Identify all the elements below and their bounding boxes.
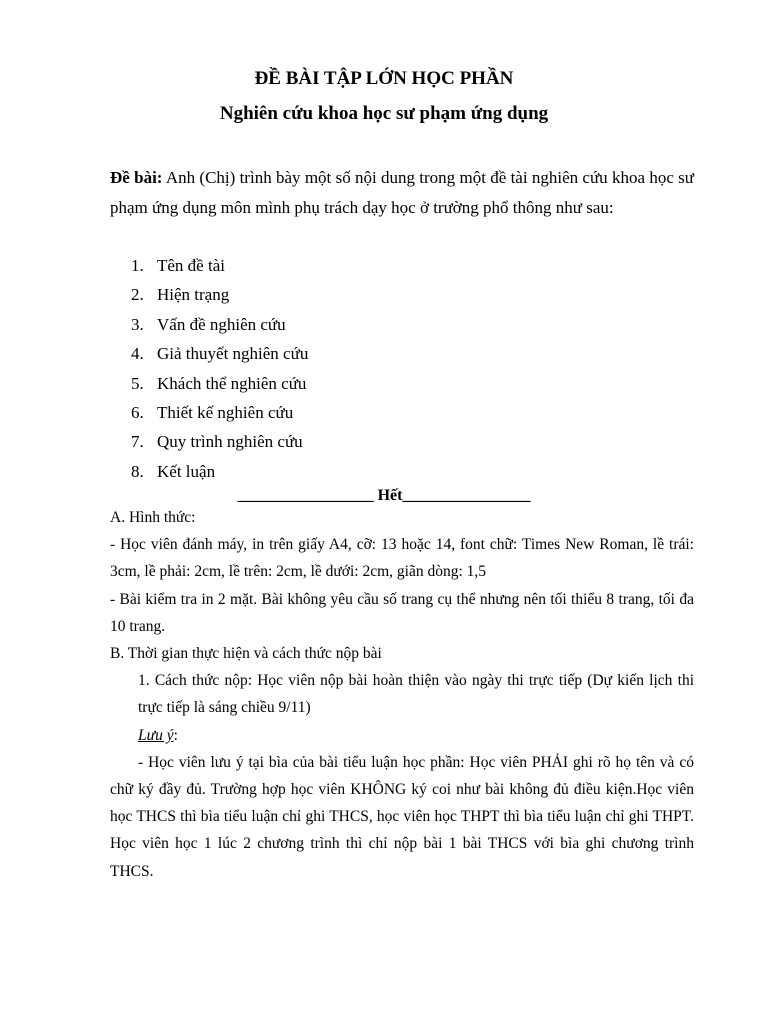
list-item-text: Hiện trạng: [157, 285, 230, 305]
note-label: Lưu ý: [138, 726, 174, 744]
printing-requirements: - Bài kiểm tra in 2 mặt. Bài không yêu cầu số trang cụ thể nhưng nên tối thiểu 8 trang, tối đa 10 trang.: [110, 590, 694, 635]
list-item-text: Thiết kế nghiên cứu: [157, 403, 294, 423]
list-item-number: 2.: [131, 285, 144, 305]
problem-text: Anh (Chị) trình bày một số nội dung trong một đề tài nghiên cứu khoa học sư phạm ứng dụng môn mình phụ trách dạy học ở trường phổ thông như sau:: [110, 168, 694, 217]
content-list: [131, 251, 308, 486]
list-item-number: 1.: [131, 256, 144, 275]
list-item: [131, 280, 308, 309]
format-requirements: - Học viên đánh máy, in trên giấy A4, cỡ: 13 hoặc 14, font chữ: Times New Roman, lề trái: 3cm, lề phải: 2cm, lề trên: 2cm, lề dưới: 2cm, giãn dòng: 1,5: [110, 536, 694, 581]
document-subtitle: Nghiên cứu khoa học sư phạm ứng dụng: [219, 103, 549, 124]
list-item: [131, 251, 308, 280]
list-item: [131, 398, 308, 427]
list-item-text: Khách thể nghiên cứu: [157, 373, 307, 393]
section-b-heading: B. Thời gian thực hiện và cách thức nộp bài: [110, 645, 382, 663]
list-item-number: 4.: [131, 344, 144, 364]
end-marker: _________________ Hết________________: [237, 487, 531, 504]
list-item-number: 8.: [131, 461, 144, 481]
list-item-number: 5.: [131, 373, 144, 393]
list-item-text: Tên đề tài: [157, 256, 225, 275]
list-item-text: Giả thuyết nghiên cứu: [157, 344, 309, 364]
list-item-number: 6.: [131, 403, 144, 423]
list-item: [131, 369, 308, 398]
list-item-text: Vấn đề nghiên cứu: [157, 314, 286, 334]
note-heading: [110, 722, 694, 749]
note-colon: :: [173, 726, 178, 744]
problem-statement: [110, 163, 694, 222]
problem-label: Đề bài:: [110, 168, 163, 187]
list-item: [131, 427, 308, 456]
list-item-number: 7.: [131, 432, 144, 452]
list-item: [131, 339, 308, 368]
list-item: [131, 457, 308, 486]
list-item-number: 3.: [131, 314, 144, 334]
instructions: [110, 504, 694, 885]
list-item-text: Kết luận: [157, 461, 216, 481]
list-item-text: Quy trình nghiên cứu: [157, 432, 303, 452]
submission-method: 1. Cách thức nộp: Học viên nộp bài hoàn thiện vào ngày thi trực tiếp (Dự kiến lịch thi trực tiếp là sáng chiều 9/11): [138, 672, 694, 717]
note-text: - Học viên lưu ý tại bìa của bài tiểu luận học phần: Học viên PHẢI ghi rõ họ tên và có chữ ký đầy đủ. Trường hợp học viên KHÔNG ký coi như bài không đủ điều kiện.Học viên học THCS thì bìa tiểu luận chỉ ghi THCS, học viên học THPT thì bìa tiểu luận chỉ ghi THPT. Học viên học 1 lúc 2 chương trình thì chỉ nộp bài 1 bài THCS với bìa ghi chương trình THCS.: [110, 753, 694, 880]
list-item: [131, 310, 308, 339]
section-a-heading: A. Hình thức:: [110, 509, 196, 526]
document-title: ĐỀ BÀI TẬP LỚN HỌC PHẦN: [254, 68, 514, 89]
